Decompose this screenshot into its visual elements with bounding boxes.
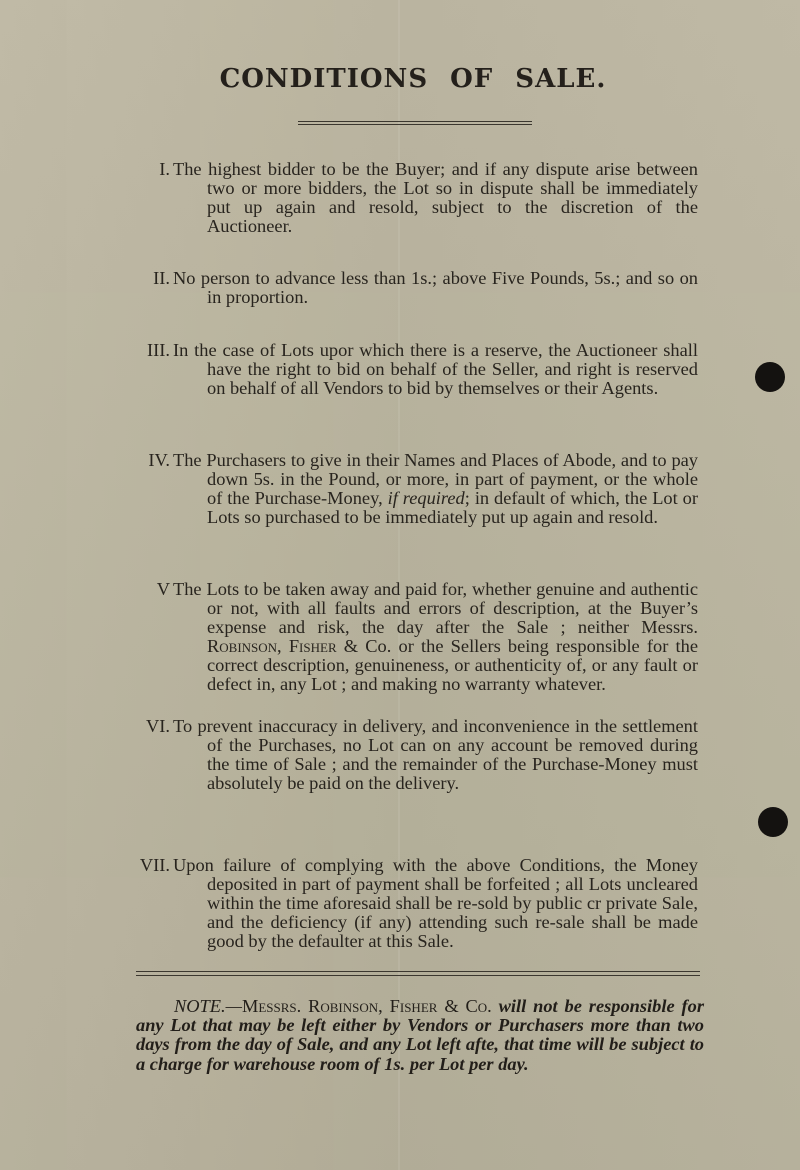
note-label: NOTE.— <box>174 996 242 1016</box>
page-title: CONDITIONS OF SALE. <box>219 64 607 94</box>
condition-text-part: & Co. or the Sellers being responsible for the correct description, genuineness, or authenticity of, or any fault or defect in, any Lot ; and making no warranty whatever. <box>207 636 698 694</box>
condition-numeral: V <box>156 579 170 599</box>
condition-item-4 <box>130 451 698 527</box>
condition-text: No person to advance less than 1s.; above Five Pounds, 5s.; and so on in proportion. <box>173 268 698 307</box>
condition-text: To prevent inaccuracy in delivery, and inconvenience in the settlement of the Purchases, no Lot can on any account be removed during the time of Sale ; and the remainder of the Purchase-Money must absolutely be paid on the delivery. <box>173 716 698 793</box>
condition-text: The highest bidder to be the Buyer; and if any dispute arise between two or more bidders, the Lot so in dispute shall be immediately put up again and resold, subject to the discretion of the Auctioneer. <box>173 159 698 236</box>
condition-item-7 <box>130 856 698 951</box>
condition-numeral: VII. <box>139 855 170 875</box>
condition-numeral: VI. <box>145 716 170 736</box>
condition-italic-text: if required <box>387 488 465 508</box>
condition-item-1 <box>130 160 698 236</box>
condition-text-part: ; in default of which, the Lot or Lots so purchased to be immediately put up again and resold. <box>207 488 698 527</box>
footer-note <box>136 997 704 1074</box>
punch-hole-upper <box>755 362 785 392</box>
title-double-rule <box>298 121 532 125</box>
condition-item-6 <box>130 717 698 793</box>
punch-hole-lower <box>758 807 788 837</box>
note-text: will not be responsible for any Lot that may be left either by Vendors or Purchasers more than two days from the day of Sale, and any Lot left afte, that time will be subject to a charge for warehouse room of 1s. per Lot per day. <box>136 996 704 1074</box>
condition-text: In the case of Lots upor which there is a reserve, the Auctioneer shall have the right to bid on behalf of the Seller, and right is reserved on behalf of all Vendors to bid by themselves or their Agents. <box>173 340 698 398</box>
condition-item-3 <box>130 341 698 398</box>
firm-name: Robinson, Fisher <box>207 636 337 656</box>
condition-numeral: III. <box>147 340 170 360</box>
condition-text-part: The Lots to be taken away and paid for, whether genuine and authentic or not, with all faults and errors of description, at the Buyer’s expense and risk, the day after the Sale ; neither Messrs. <box>173 579 698 637</box>
condition-numeral: I. <box>159 159 170 179</box>
condition-text <box>130 580 698 694</box>
note-double-rule <box>136 971 700 976</box>
condition-text: Upon failure of complying with the above Conditions, the Money deposited in part of payment shall be forfeited ; all Lots uncleared within the time aforesaid shall be re-sold by public cr private Sale, and the deficiency (if any) attending such re-sale shall be made good by the defaulter at this Sale. <box>173 855 698 951</box>
firm-name: Messrs. Robinson, Fisher & Co. <box>241 996 492 1016</box>
condition-numeral: II. <box>153 268 170 288</box>
condition-numeral: IV. <box>148 450 170 470</box>
condition-text-part: The Purchasers to give in their Names and Places of Abode, and to pay down 5s. in the Pound, or more, in part of payment, or the whole of the Purchase-Money, <box>173 450 698 508</box>
condition-item-2 <box>130 269 698 307</box>
condition-text <box>130 451 698 527</box>
condition-item-5 <box>130 580 698 694</box>
